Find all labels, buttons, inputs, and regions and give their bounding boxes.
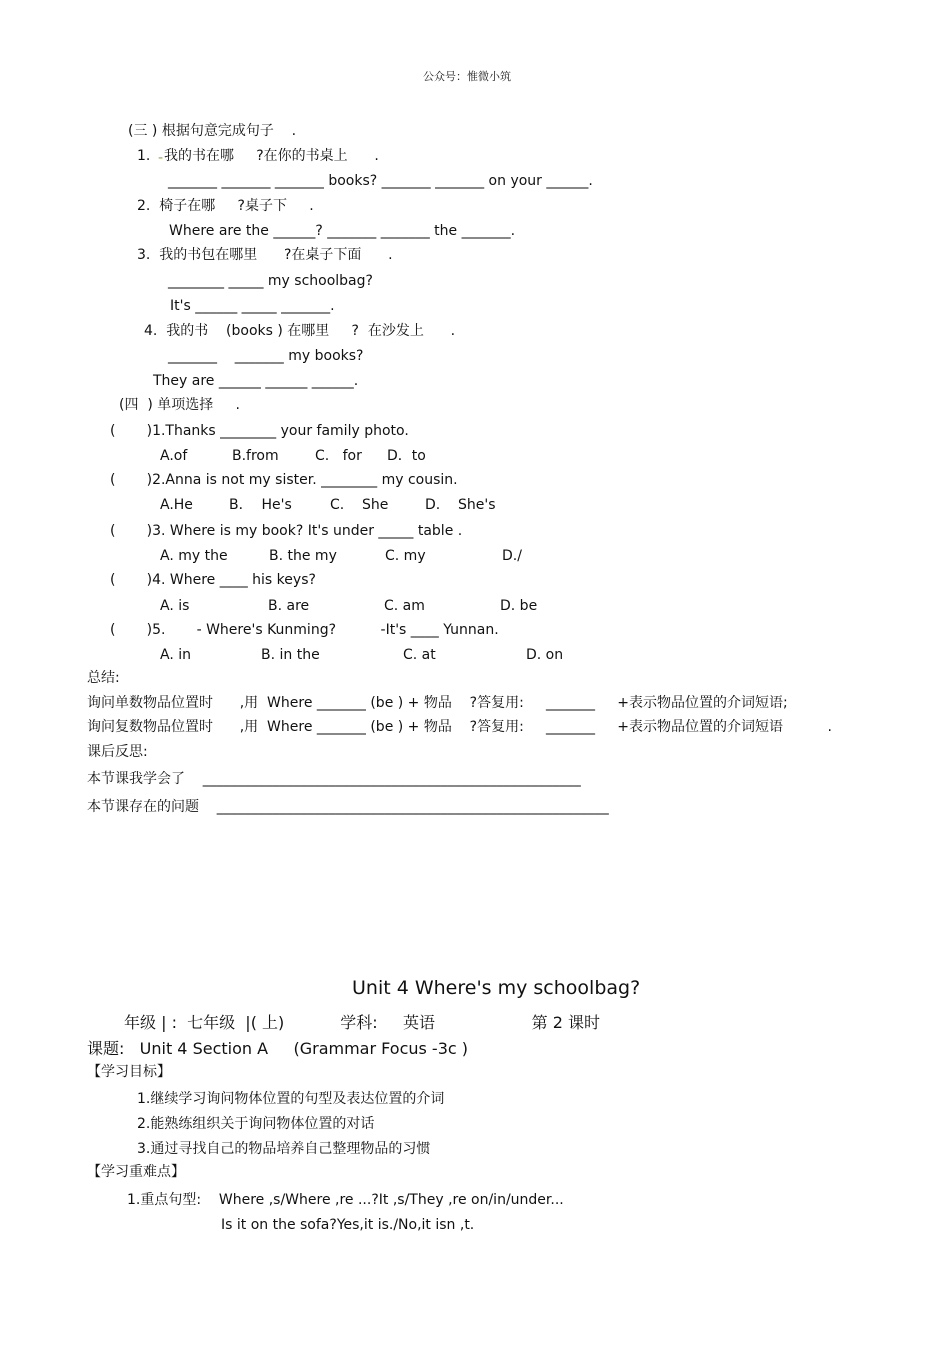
goal-item-3: 3.通过寻找自己的物品培养自己整理物品的习惯 xyxy=(137,1141,431,1157)
reflection-learned: 本节课我学会了 ______________________________________________________ xyxy=(87,771,581,787)
mc-4-option-d: D. be xyxy=(500,598,538,614)
mc-1-option-d: D．to xyxy=(387,448,426,464)
q1-mark: - xyxy=(158,150,164,166)
mc-stem-4: ( )4. Where ____ his keys? xyxy=(110,572,316,588)
section-3-title: (三 ) 根据句意完成句子 . xyxy=(128,123,297,139)
q1-english: _______ _______ _______ books? _______ _______ on your ______. xyxy=(168,173,593,189)
mc-5-option-a: A. in xyxy=(160,647,191,663)
summary-label: 总结: xyxy=(87,670,120,686)
q4-chinese: 4. 我的书 (books ) 在哪里 ? 在沙发上 . xyxy=(144,323,456,339)
mc-2-option-a: A.He xyxy=(160,497,193,513)
mc-stem-1: ( )1.Thanks ________ your family photo. xyxy=(110,423,409,439)
mc-2-option-d: D. She's xyxy=(425,497,496,513)
mc-stem-2: ( )2.Anna is not my sister. ________ my cousin. xyxy=(110,472,458,488)
mc-5-option-c: C. at xyxy=(403,647,436,663)
section-4-title: (四 ) 单项选择 . xyxy=(119,397,240,413)
mc-4-option-a: A. is xyxy=(160,598,190,614)
q2-chinese: 2. 椅子在哪 ?桌子下 . xyxy=(137,198,314,214)
mc-2-option-c: C. She xyxy=(330,497,389,513)
summary-line-singular: 询问单数物品位置时 ,用 Where _______ (be ) + 物品 ?答复用: _______ +表示物品位置的介词短语; xyxy=(87,695,788,711)
mc-5-option-b: B. in the xyxy=(261,647,320,663)
q4-english-2: They are ______ ______ ______. xyxy=(153,373,359,389)
key-points-label: 【学习重难点】 xyxy=(87,1164,185,1180)
q2-english: Where are the ______? _______ _______ the _______. xyxy=(169,223,516,239)
page-header: 公众号：惟微小筑 xyxy=(423,70,511,83)
goals-label: 【学习目标】 xyxy=(87,1064,171,1080)
goal-item-1: 1.继续学习询问物体位置的句型及表达位置的介词 xyxy=(137,1091,445,1107)
mc-1-option-b: B.from xyxy=(232,448,279,464)
mc-stem-5: ( )5. - Where's Kunming? -It's ____ Yunnan. xyxy=(110,622,499,638)
key-sentence-1: 1.重点句型: Where ,s/Where ,re ...?It ,s/They ,re on/in/under... xyxy=(127,1192,564,1208)
goal-item-2: 2.能熟练组织关于询问物体位置的对话 xyxy=(137,1116,375,1132)
grade-line: 年级 | : 七年级 |( 上) 学科: 英语 第 2 课时 xyxy=(124,1013,601,1032)
unit-title: Unit 4 Where's my schoolbag? xyxy=(352,977,641,999)
mc-5-option-d: D. on xyxy=(526,647,564,663)
key-sentence-2: Is it on the sofa?Yes,it is./No,it isn ,t. xyxy=(221,1217,475,1233)
mc-4-option-c: C. am xyxy=(384,598,425,614)
mc-2-option-b: B． He's xyxy=(229,497,292,513)
summary-line-plural: 询问复数物品位置时 ,用 Where _______ (be ) + 物品 ?答复用: _______ +表示物品位置的介词短语 . xyxy=(87,719,832,735)
mc-3-option-b: B. the my xyxy=(269,548,337,564)
topic-line: 课题: Unit 4 Section A (Grammar Focus -3c ) xyxy=(87,1039,469,1058)
mc-3-option-d: D./ xyxy=(502,548,522,564)
q1-chinese: 我的书在哪 ?在你的书桌上 . xyxy=(164,148,379,164)
q3-english-2: It's ______ _____ _______. xyxy=(170,298,335,314)
mc-3-option-c: C. my xyxy=(385,548,426,564)
reflection-label: 课后反思: xyxy=(87,744,148,760)
mc-1-option-c: C. for xyxy=(315,448,362,464)
mc-stem-3: ( )3. Where is my book? It's under _____ table . xyxy=(110,523,463,539)
q1-number: 1. xyxy=(137,148,151,164)
q3-chinese: 3. 我的书包在哪里 ?在桌子下面 . xyxy=(137,247,393,263)
q3-english-1: ________ _____ my schoolbag? xyxy=(168,273,373,289)
q4-english-1: _______ _______ my books? xyxy=(168,348,364,364)
mc-1-option-a: A.of xyxy=(160,448,188,464)
reflection-problems: 本节课存在的问题 ________________________________________________________ xyxy=(87,799,609,815)
mc-3-option-a: A. my the xyxy=(160,548,228,564)
mc-4-option-b: B. are xyxy=(268,598,310,614)
